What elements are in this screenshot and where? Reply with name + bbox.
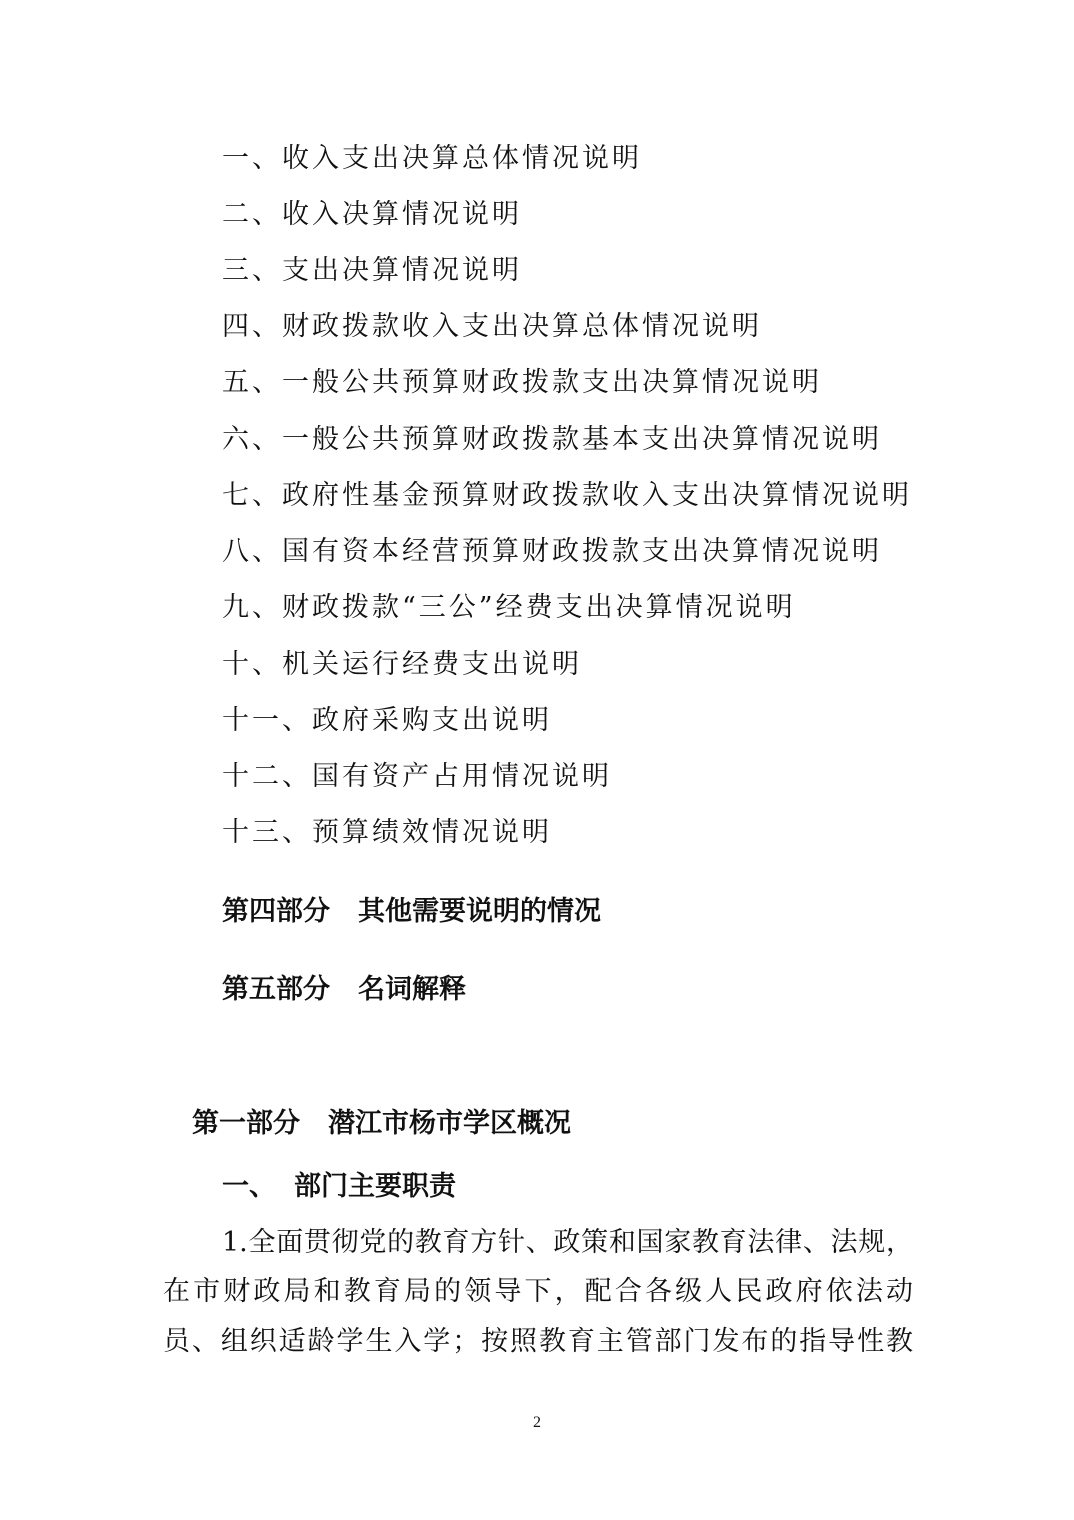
toc-item: 十三、预算绩效情况说明 bbox=[222, 817, 552, 848]
toc-item: 二、收入决算情况说明 bbox=[222, 199, 522, 230]
part-one-label: 第一部分 bbox=[192, 1108, 300, 1139]
page-number: 2 bbox=[533, 1414, 541, 1431]
toc-item: 三、支出决算情况说明 bbox=[222, 255, 522, 286]
part-one-title: 潜江市杨市学区概况 bbox=[328, 1108, 571, 1139]
toc-item: 七、政府性基金预算财政拨款收入支出决算情况说明 bbox=[222, 480, 912, 511]
toc-item: 十一、政府采购支出说明 bbox=[222, 705, 552, 736]
part-five-title: 名词解释 bbox=[358, 974, 466, 1005]
part-one-heading bbox=[192, 1107, 571, 1141]
toc-item: 九、财政拨款“三公”经费支出决算情况说明 bbox=[222, 592, 796, 623]
toc-item: 四、财政拨款收入支出决算总体情况说明 bbox=[222, 311, 762, 342]
toc-item: 一、收入支出决算总体情况说明 bbox=[222, 143, 642, 174]
body-paragraph-line: 在市财政局和教育局的领导下，配合各级人民政府依法动 bbox=[163, 1276, 913, 1307]
part-four-label: 第四部分 bbox=[222, 896, 330, 927]
part-four-heading bbox=[222, 895, 601, 929]
section-one-heading bbox=[222, 1170, 456, 1204]
toc-item: 十二、国有资产占用情况说明 bbox=[222, 761, 612, 792]
toc-item: 五、一般公共预算财政拨款支出决算情况说明 bbox=[222, 367, 822, 398]
toc-item: 十、机关运行经费支出说明 bbox=[222, 649, 582, 680]
part-five-label: 第五部分 bbox=[222, 974, 330, 1005]
part-five-heading bbox=[222, 973, 466, 1007]
toc-item: 八、国有资本经营预算财政拨款支出决算情况说明 bbox=[222, 536, 882, 567]
body-paragraph-line: 1.全面贯彻党的教育方针、政策和国家教育法律、法规， bbox=[222, 1227, 913, 1258]
toc-item: 六、一般公共预算财政拨款基本支出决算情况说明 bbox=[222, 424, 882, 455]
section-one-label: 一、 bbox=[222, 1171, 276, 1202]
body-paragraph-line: 员、组织适龄学生入学；按照教育主管部门发布的指导性教 bbox=[163, 1326, 913, 1357]
section-one-title: 部门主要职责 bbox=[294, 1171, 456, 1202]
part-four-title: 其他需要说明的情况 bbox=[358, 896, 601, 927]
